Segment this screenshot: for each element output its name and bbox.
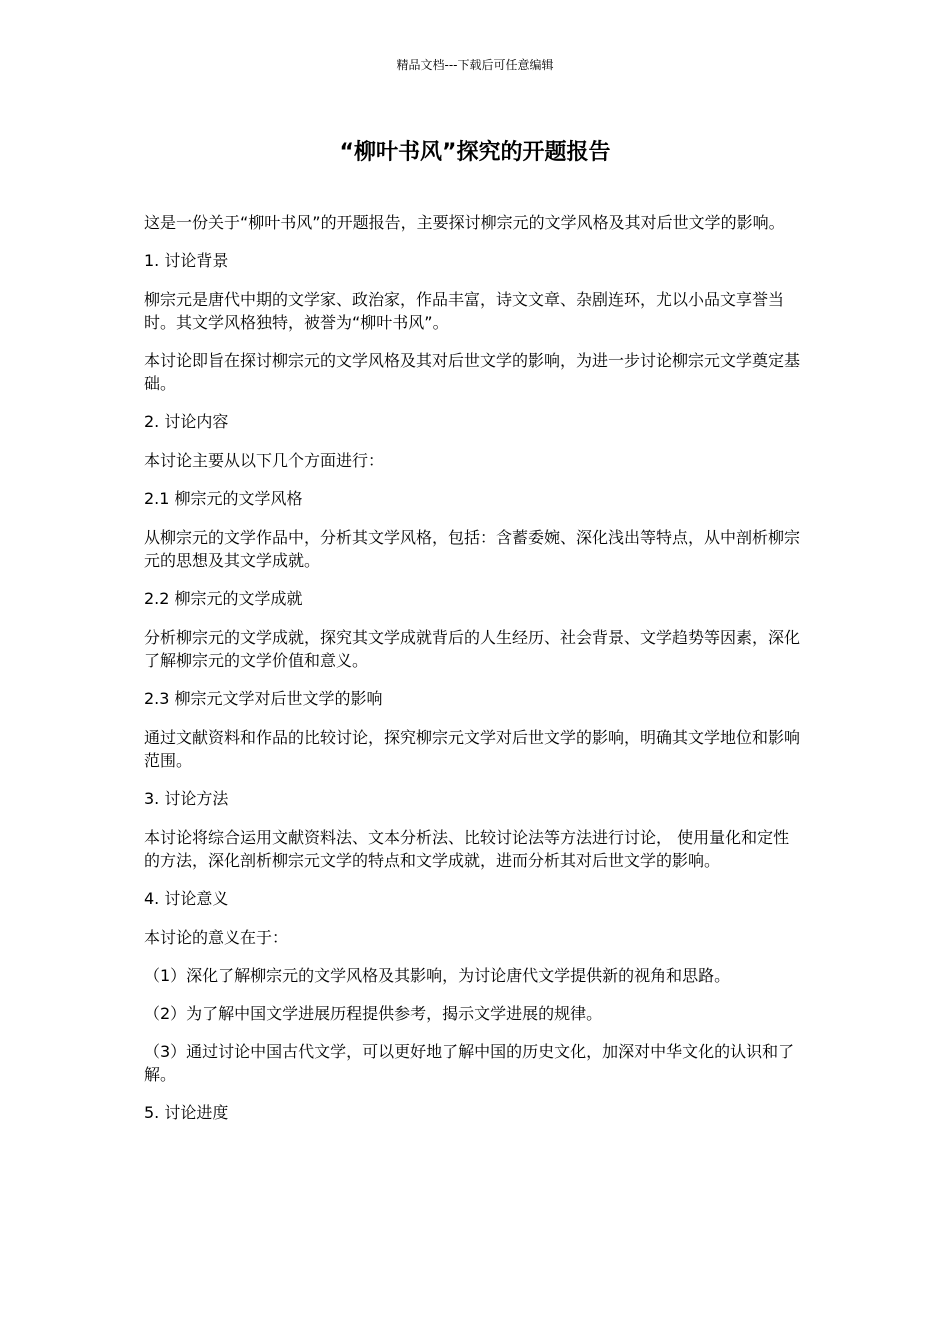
- subsection-heading-style: 2.1 柳宗元的文学风格: [144, 489, 303, 508]
- background-paragraph-2: 本讨论即旨在探讨柳宗元的文学风格及其对后世文学的影响，为进一步讨论柳宗元文学奠定基础。: [144, 351, 801, 393]
- intro-paragraph: 这是一份关于“柳叶书风”的开题报告，主要探讨柳宗元的文学风格及其对后世文学的影响。: [144, 213, 785, 232]
- document-title: “柳叶书风”探究的开题报告: [339, 140, 611, 165]
- subsection-heading-influence: 2.3 柳宗元文学对后世文学的影响: [144, 689, 383, 708]
- style-paragraph: 从柳宗元的文学作品中，分析其文学风格，包括：含蓄委婉、深化浅出等特点，从中剖析柳宗元的思想及其文学成就。: [144, 528, 801, 570]
- method-paragraph: 本讨论将综合运用文献资料法、文本分析法、比较讨论法等方法进行讨论， 使用量化和定性的方法，深化剖析柳宗元文学的特点和文学成就，进而分析其对后世文学的影响。: [144, 828, 790, 870]
- significance-item-2: （2）为了解中国文学进展历程提供参考，揭示文学进展的规律。: [144, 1004, 603, 1023]
- achievement-paragraph: 分析柳宗元的文学成就，探究其文学成就背后的人生经历、社会背景、文学趋势等因素，深化了解柳宗元的文学价值和意义。: [144, 628, 801, 670]
- page-header: 精品文档---下载后可任意编辑: [396, 58, 554, 72]
- significance-item-3: （3）通过讨论中国古代文学，可以更好地了解中国的历史文化，加深对中华文化的认识和了解。: [144, 1042, 795, 1084]
- document-body: [144, 211, 804, 1140]
- significance-item-1: （1）深化了解柳宗元的文学风格及其影响，为讨论唐代文学提供新的视角和思路。: [144, 966, 731, 985]
- influence-paragraph: 通过文献资料和作品的比较讨论，探究柳宗元文学对后世文学的影响，明确其文学地位和影响范围。: [144, 728, 801, 770]
- subsection-heading-achievement: 2.2 柳宗元的文学成就: [144, 589, 303, 608]
- content-intro-paragraph: 本讨论主要从以下几个方面进行：: [144, 451, 385, 470]
- section-heading-content: 2. 讨论内容: [144, 412, 229, 431]
- background-paragraph-1: 柳宗元是唐代中期的文学家、政治家，作品丰富，诗文文章、杂剧连环，尤以小品文享誉当时。其文学风格独特，被誉为“柳叶书风”。: [144, 290, 785, 332]
- section-heading-significance: 4. 讨论意义: [144, 889, 229, 908]
- section-heading-background: 1. 讨论背景: [144, 251, 229, 270]
- section-heading-method: 3. 讨论方法: [144, 789, 229, 808]
- significance-intro-paragraph: 本讨论的意义在于：: [144, 928, 289, 947]
- section-heading-progress: 5. 讨论进度: [144, 1103, 229, 1122]
